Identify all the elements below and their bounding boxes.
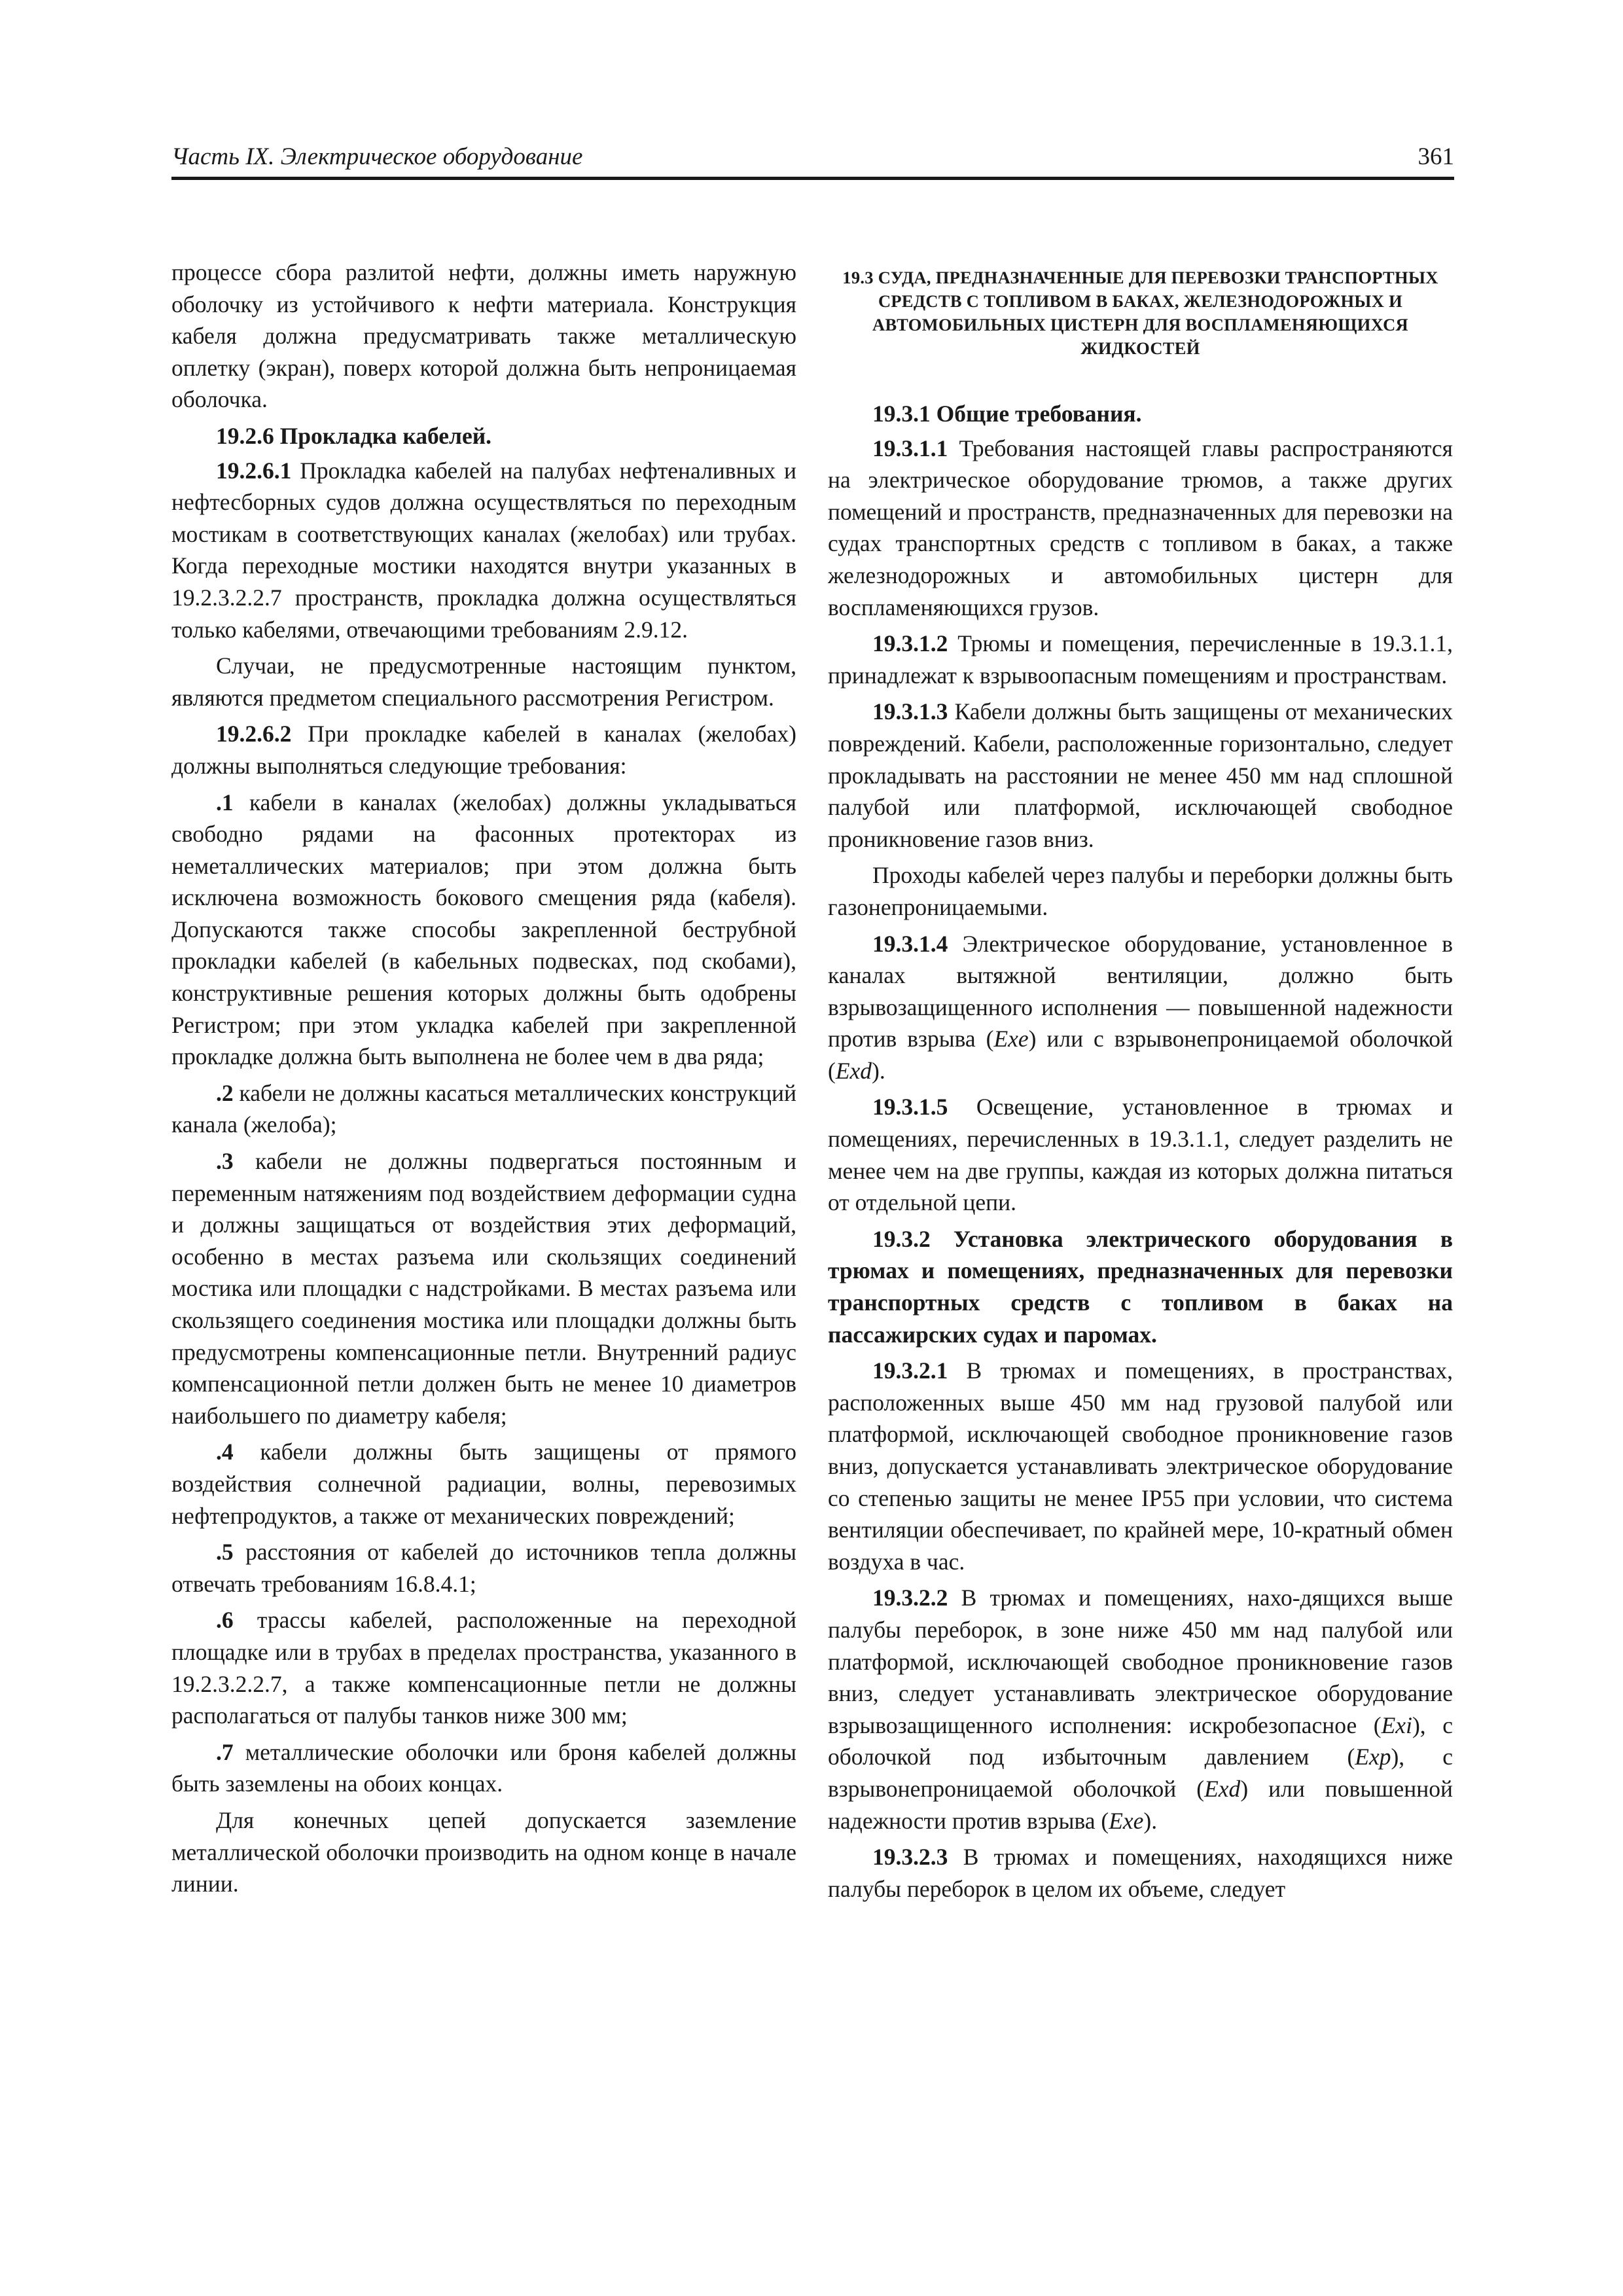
page-number: 361 bbox=[1418, 143, 1454, 170]
paragraph-19-2-6-1: 19.2.6.1 Прокладка кабелей на палубах нефтеналивных и нефтесборных судов должна осуществляться по переходным мостикам в соответствующих каналах (желобах) или трубах. Когда переходные мостики находятся внутри указанных в 19.2.3.2.2.7 пространств, прокладка должна осуществляться только кабелями, отвечающими требованиям 2.9.12. bbox=[171, 457, 796, 643]
subsection-heading-19-3-1: 19.3.1 Общие требования. bbox=[872, 401, 1142, 427]
paragraph-19-2-6-2: 19.2.6.2 При прокладке кабелей в каналах (желобах) должны выполняться следующие требования: bbox=[171, 721, 796, 779]
paragraph-19-3-2-3: 19.3.2.3 В трюмах и помещениях, находящихся ниже палубы переборок в целом их объеме, следует bbox=[828, 1844, 1453, 1902]
paragraph: Проходы кабелей через палубы и переборки должны быть газонепроницаемыми. bbox=[828, 862, 1453, 920]
list-item-7: .7 металлические оболочки или броня кабелей должны быть заземлены на обоих концах. bbox=[171, 1738, 796, 1797]
right-column bbox=[828, 257, 1453, 1909]
paragraph: Случаи, не предусмотренные настоящим пунктом, являются предметом специального рассмотрения Регистром. bbox=[171, 653, 796, 711]
list-item-2: .2 кабели не должны касаться металлических конструкций канала (желоба); bbox=[171, 1079, 796, 1138]
list-item-3: .3 кабели не должны подвергаться постоянным и переменным натяжениям под воздействием деформации судна и должны защищаться от воздействия этих деформаций, особенно в местах разъема или скользящих соединений мостика или площадки с надстройками. В местах разъема или скользящего соединения мостика или площадки должны быть предусмотрены компенсационные петли. Внутренний радиус компенсационной петли должен быть не менее 10 диаметров наибольшего по диаметру кабеля; bbox=[171, 1148, 796, 1429]
paragraph: процессе сбора разлитой нефти, должны иметь наружную оболочку из устойчивого к нефти материала. Конструкция кабеля должна предусматривать также металлическую оплетку (экран), поверх которой должна быть непроницаемая оболочка. bbox=[171, 259, 796, 413]
paragraph-19-3-1-4: 19.3.1.4 Электрическое оборудование, установленное в каналах вытяжной вентиляции, должно быть взрывозащищенного исполнения — повышенной надежности против взрыва (Exe) или с взрывонепроницаемой оболочкой (Exd). bbox=[828, 930, 1453, 1084]
left-column bbox=[171, 257, 796, 1905]
list-item-1: .1 кабели в каналах (желобах) должны укладываться свободно рядами на фасонных протекторах из неметаллических материалов; при этом должна быть исключена возможность бокового смещения ряда (кабеля). Допускаются также способы закрепленной беструбной прокладки кабелей (в кабельных подвесках, под скобами), конструктивные решения которых должны быть одобрены Регистром; при этом укладка кабелей при закрепленной прокладке должна быть выполнена не более чем в два ряда; bbox=[171, 789, 796, 1070]
subsection-heading-19-3-2: 19.3.2 Установка электрического оборудования в трюмах и помещениях, предназначенных для перевозки транспортных средств с топливом в баках на пассажирских судах и паромах. bbox=[828, 1225, 1453, 1348]
list-item-5: .5 расстояния от кабелей до источников тепла должны отвечать требованиям 16.8.4.1; bbox=[171, 1539, 796, 1597]
paragraph-19-3-2-1: 19.3.2.1 В трюмах и помещениях, в пространствах, расположенных выше 450 мм над грузовой палубой или платформой, исключающей свободное проникновение газов вниз, допускается устанавливать электрическое оборудование со степенью защиты не менее IP55 при условии, что система вентиляции обеспечивает, по крайней мере, 10-кратный обмен воздуха в час. bbox=[828, 1357, 1453, 1575]
paragraph-19-3-1-1: 19.3.1.1 Требования настоящей главы распространяются на электрическое оборудование трюмов, а также других помещений и пространств, предназначенных для перевозки на судах транспортных средств с топливом в баках, а также железнодорожных и автомобильных цистерн для воспламеняющихся грузов. bbox=[828, 435, 1453, 620]
list-item-6: .6 трассы кабелей, расположенные на переходной площадке или в трубах в пределах пространства, указанного в 19.2.3.2.2.7, а также компенсационные петли не должны располагаться от палубы танков ниже 300 мм; bbox=[171, 1607, 796, 1729]
section-title-19-3: 19.3 СУДА, ПРЕДНАЗНАЧЕННЫЕ ДЛЯ ПЕРЕВОЗКИ ТРАНСПОРТНЫХ СРЕДСТВ С ТОПЛИВОМ В БАКАХ, ЖЕЛЕЗНОДОРОЖНЫХ И АВТОМОБИЛЬНЫХ ЦИСТЕРН ДЛЯ ВОСПЛАМЕНЯЮЩИХСЯ ЖИДКОСТЕЙ bbox=[842, 268, 1438, 358]
paragraph-19-3-2-2: 19.3.2.2 В трюмах и помещениях, нахо-дящихся выше палубы переборок, в зоне ниже 450 мм над палубой или платформой, исключающей свободное проникновение газов вниз, следует устанавливать электрическое оборудование взрывозащищенного исполнения: искробезопасное (Exi), с оболочкой под избыточным давлением (Exp), с взрывонепроницаемой оболочкой (Exd) или повышенной надежности против взрыва (Exe). bbox=[828, 1585, 1454, 1834]
page-header bbox=[171, 143, 1454, 175]
header-rule bbox=[171, 177, 1454, 180]
paragraph-19-3-1-5: 19.3.1.5 Освещение, установленное в трюмах и помещениях, перечисленных в 19.3.1.1, следует разделить не менее чем на две группы, каждая из которых должна питаться от отдельной цепи. bbox=[828, 1094, 1453, 1216]
running-title: Часть IX. Электрическое оборудование bbox=[171, 143, 583, 170]
paragraph: Для конечных цепей допускается заземление металлической оболочки производить на одном конце в начале линии. bbox=[171, 1806, 796, 1897]
subsection-heading-19-2-6: 19.2.6 Прокладка кабелей. bbox=[216, 422, 492, 449]
paragraph-19-3-1-2: 19.3.1.2 Трюмы и помещения, перечисленные в 19.3.1.1, принадлежат к взрывоопасным помещениям и пространствам. bbox=[828, 630, 1453, 689]
list-item-4: .4 кабели должны быть защищены от прямого воздействия солнечной радиации, волны, перевозимых нефтепродуктов, а также от механических повреждений; bbox=[171, 1439, 796, 1529]
paragraph-19-3-1-3: 19.3.1.3 Кабели должны быть защищены от механических повреждений. Кабели, расположенные горизонтально, следует прокладывать на расстоянии не менее 450 мм над сплошной палубой или платформой, исключающей свободное проникновение газов вниз. bbox=[828, 698, 1453, 852]
